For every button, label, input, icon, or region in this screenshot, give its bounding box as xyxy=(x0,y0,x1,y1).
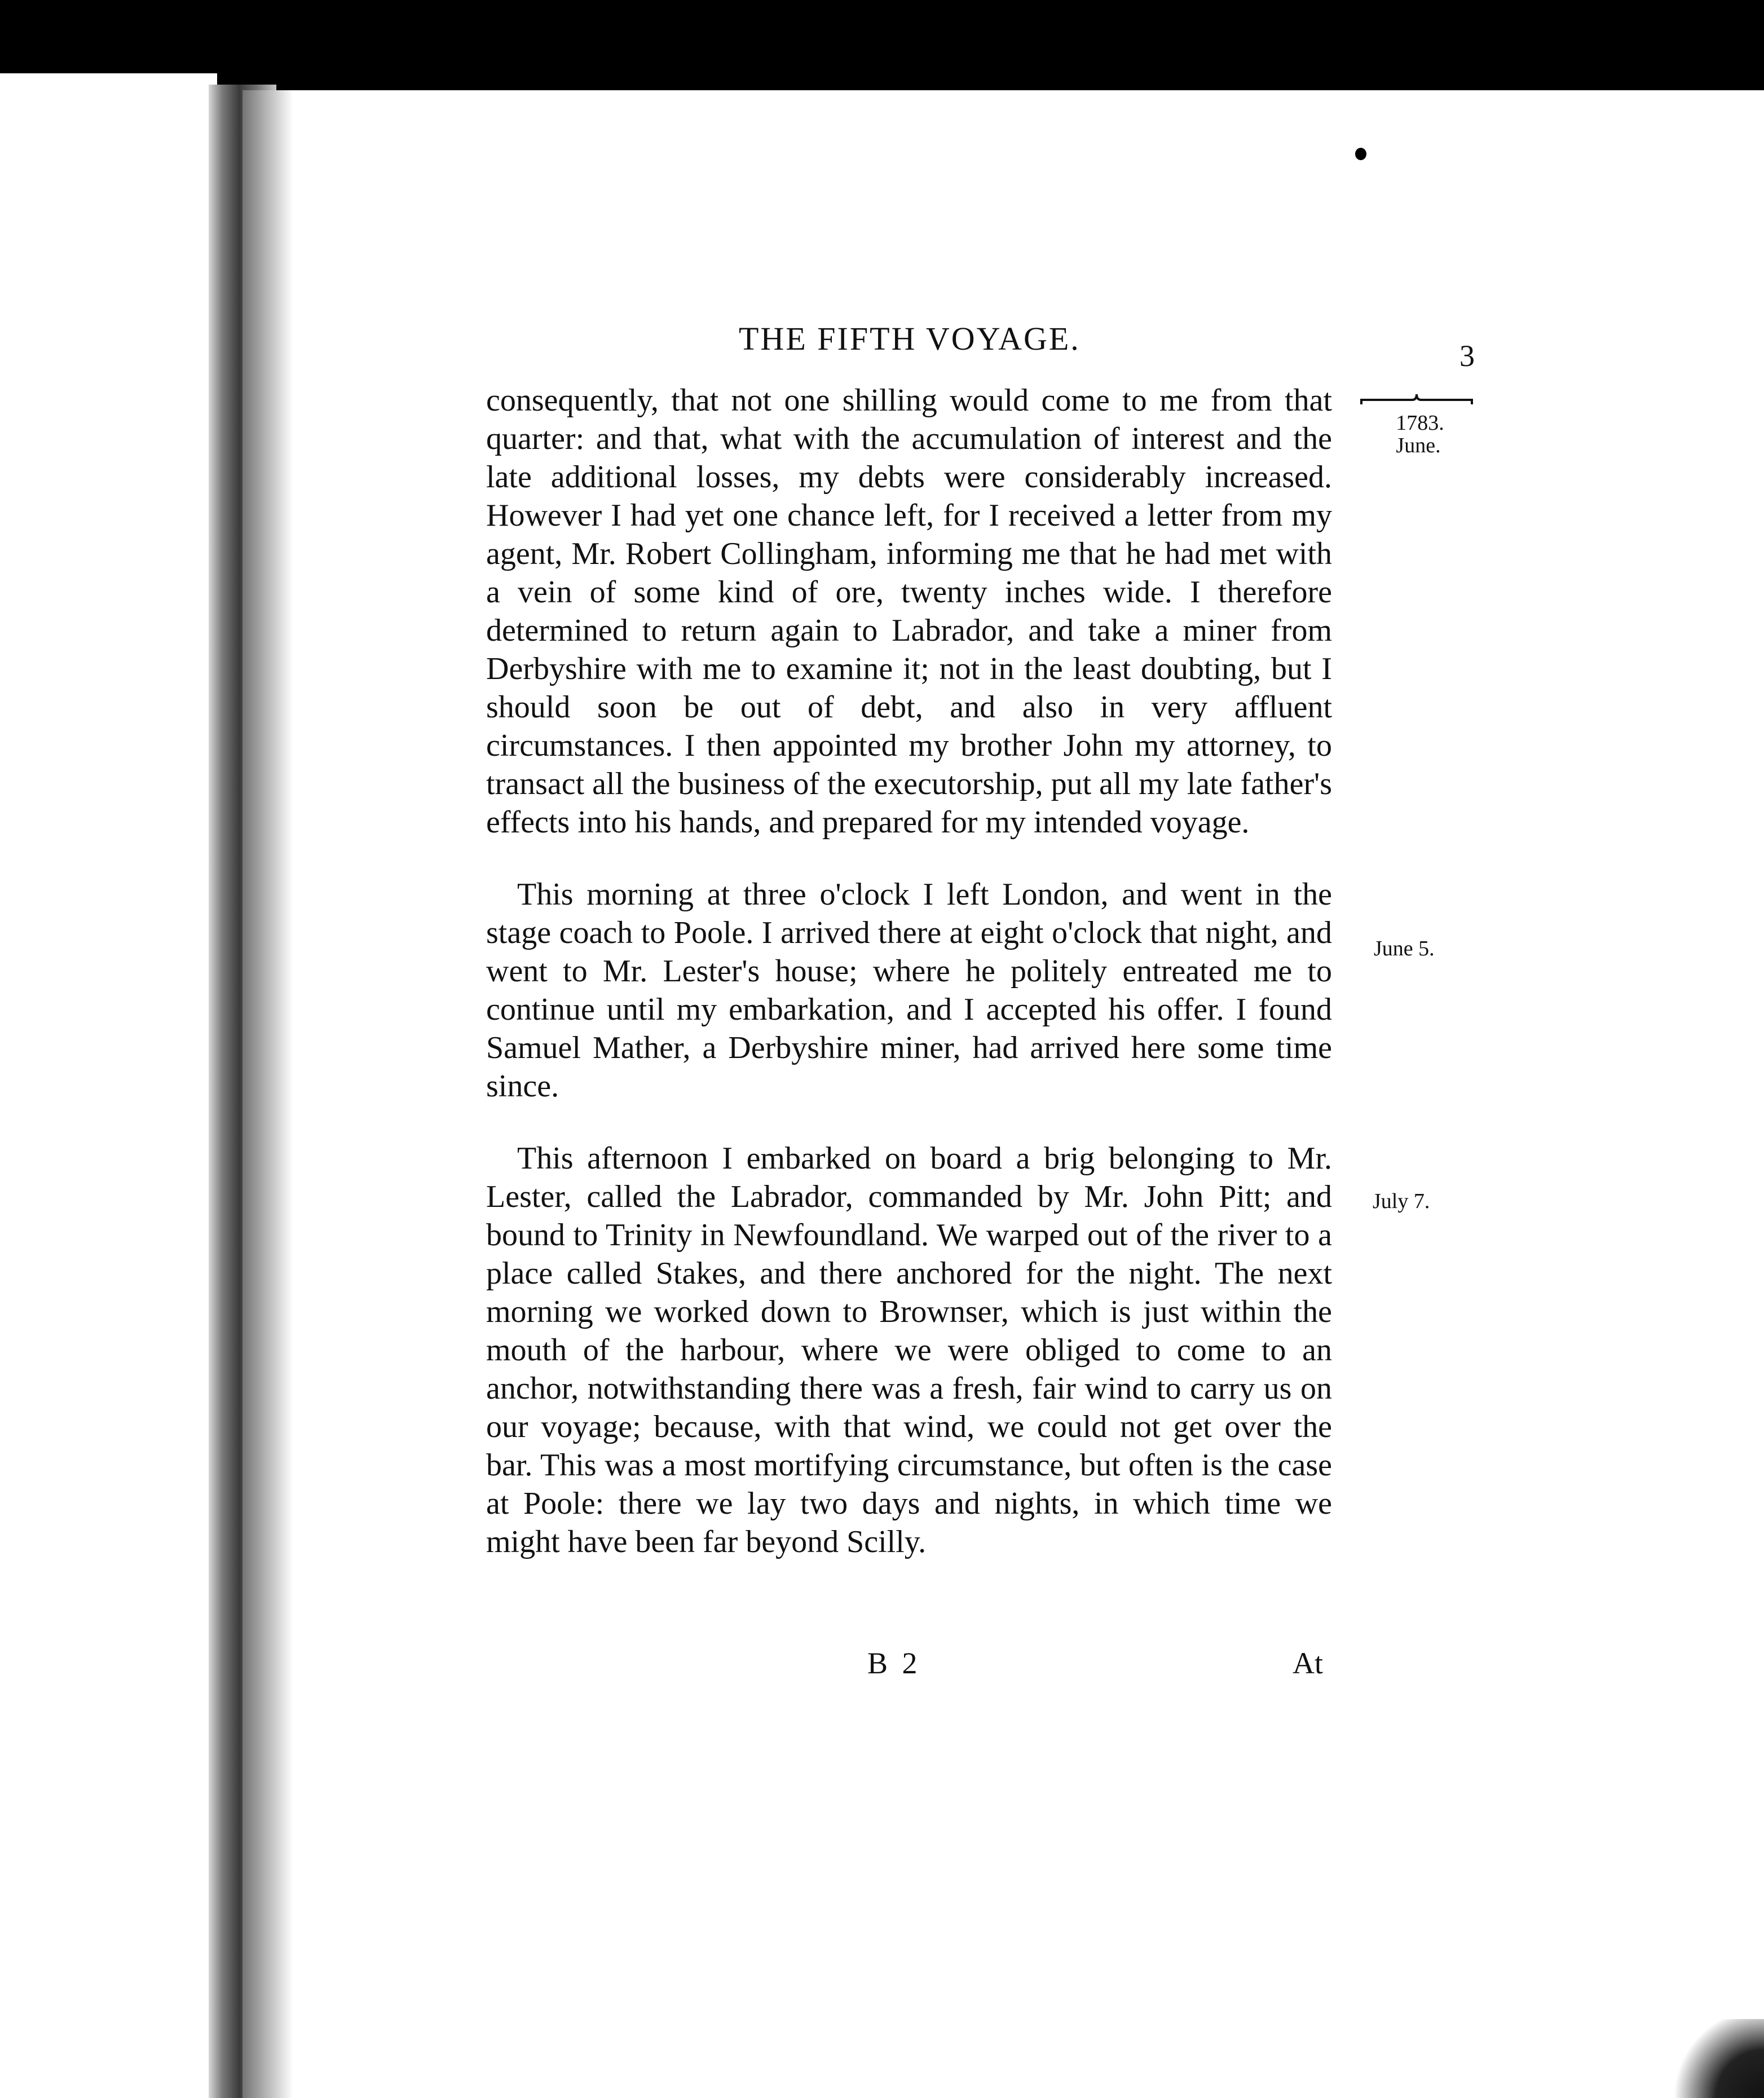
corner-smudge xyxy=(1674,2019,1764,2098)
margin-bracket xyxy=(1360,392,1473,409)
paragraph: This morning at three o'clock I left London, and went in the stage coach to Poole. I arrived there at eight o'clock that night, and went to Mr. Lester's house; where he politely entreated me to continue until my embarkation, and I accepted his offer. I found Samuel Mather, a Derbyshire miner, had arrived here some time since. xyxy=(486,877,1332,1104)
margin-note-july-7: July 7. xyxy=(1373,1189,1430,1213)
ink-speck xyxy=(1355,148,1366,160)
paragraph: This afternoon I embarked on board a brig belonging to Mr. Lester, called the Labrador, commanded by Mr. John Pitt; and bound to Trinity in Newfoundland. We warped out of the river to a place called Stakes, and there anchored for the night. The next morning we worked down to Brownser, which is just within the mouth of the harbour, where we were obliged to come to an anchor, notwithstanding there was a fresh, fair wind to carry us on our voyage; because, with that wind, we could not get over the bar. This was a most mortifying circumstance, but often is the case at Poole: there we lay two days and nights, in which time we might have been far beyond Scilly. xyxy=(486,1141,1332,1559)
paragraph: consequently, that not one shilling would come to me from that quarter: and that, what with the accumulation of interest and the late additional losses, my debts were considerably increased. However I had yet one chance left, for I received a letter from my agent, Mr. Robert Collingham, informing me that he had met with a vein of some kind of ore, twenty inches wide. I therefore determined to return again to Labrador, and take a miner from Derbyshire with me to examine it; not in the least doubting, but I should soon be out of debt, and also in very affluent circumstances. I then appointed my brother John my attorney, to transact all the business of the executorship, put all my late father's effects into his hands, and prepared for my intended voyage. xyxy=(486,383,1332,840)
margin-note-year: 1783. xyxy=(1396,411,1444,435)
margin-note-june-5: June 5. xyxy=(1374,937,1435,960)
page-number: 3 xyxy=(1459,339,1475,373)
signature-mark: B 2 xyxy=(867,1646,921,1680)
gutter-shadow xyxy=(242,90,293,2098)
running-head: THE FIFTH VOYAGE. xyxy=(739,320,1081,357)
left-page-edge xyxy=(0,73,217,2098)
margin-note-month: June. xyxy=(1396,434,1441,457)
body-text xyxy=(486,381,1332,1595)
catchword: At xyxy=(1293,1646,1323,1680)
